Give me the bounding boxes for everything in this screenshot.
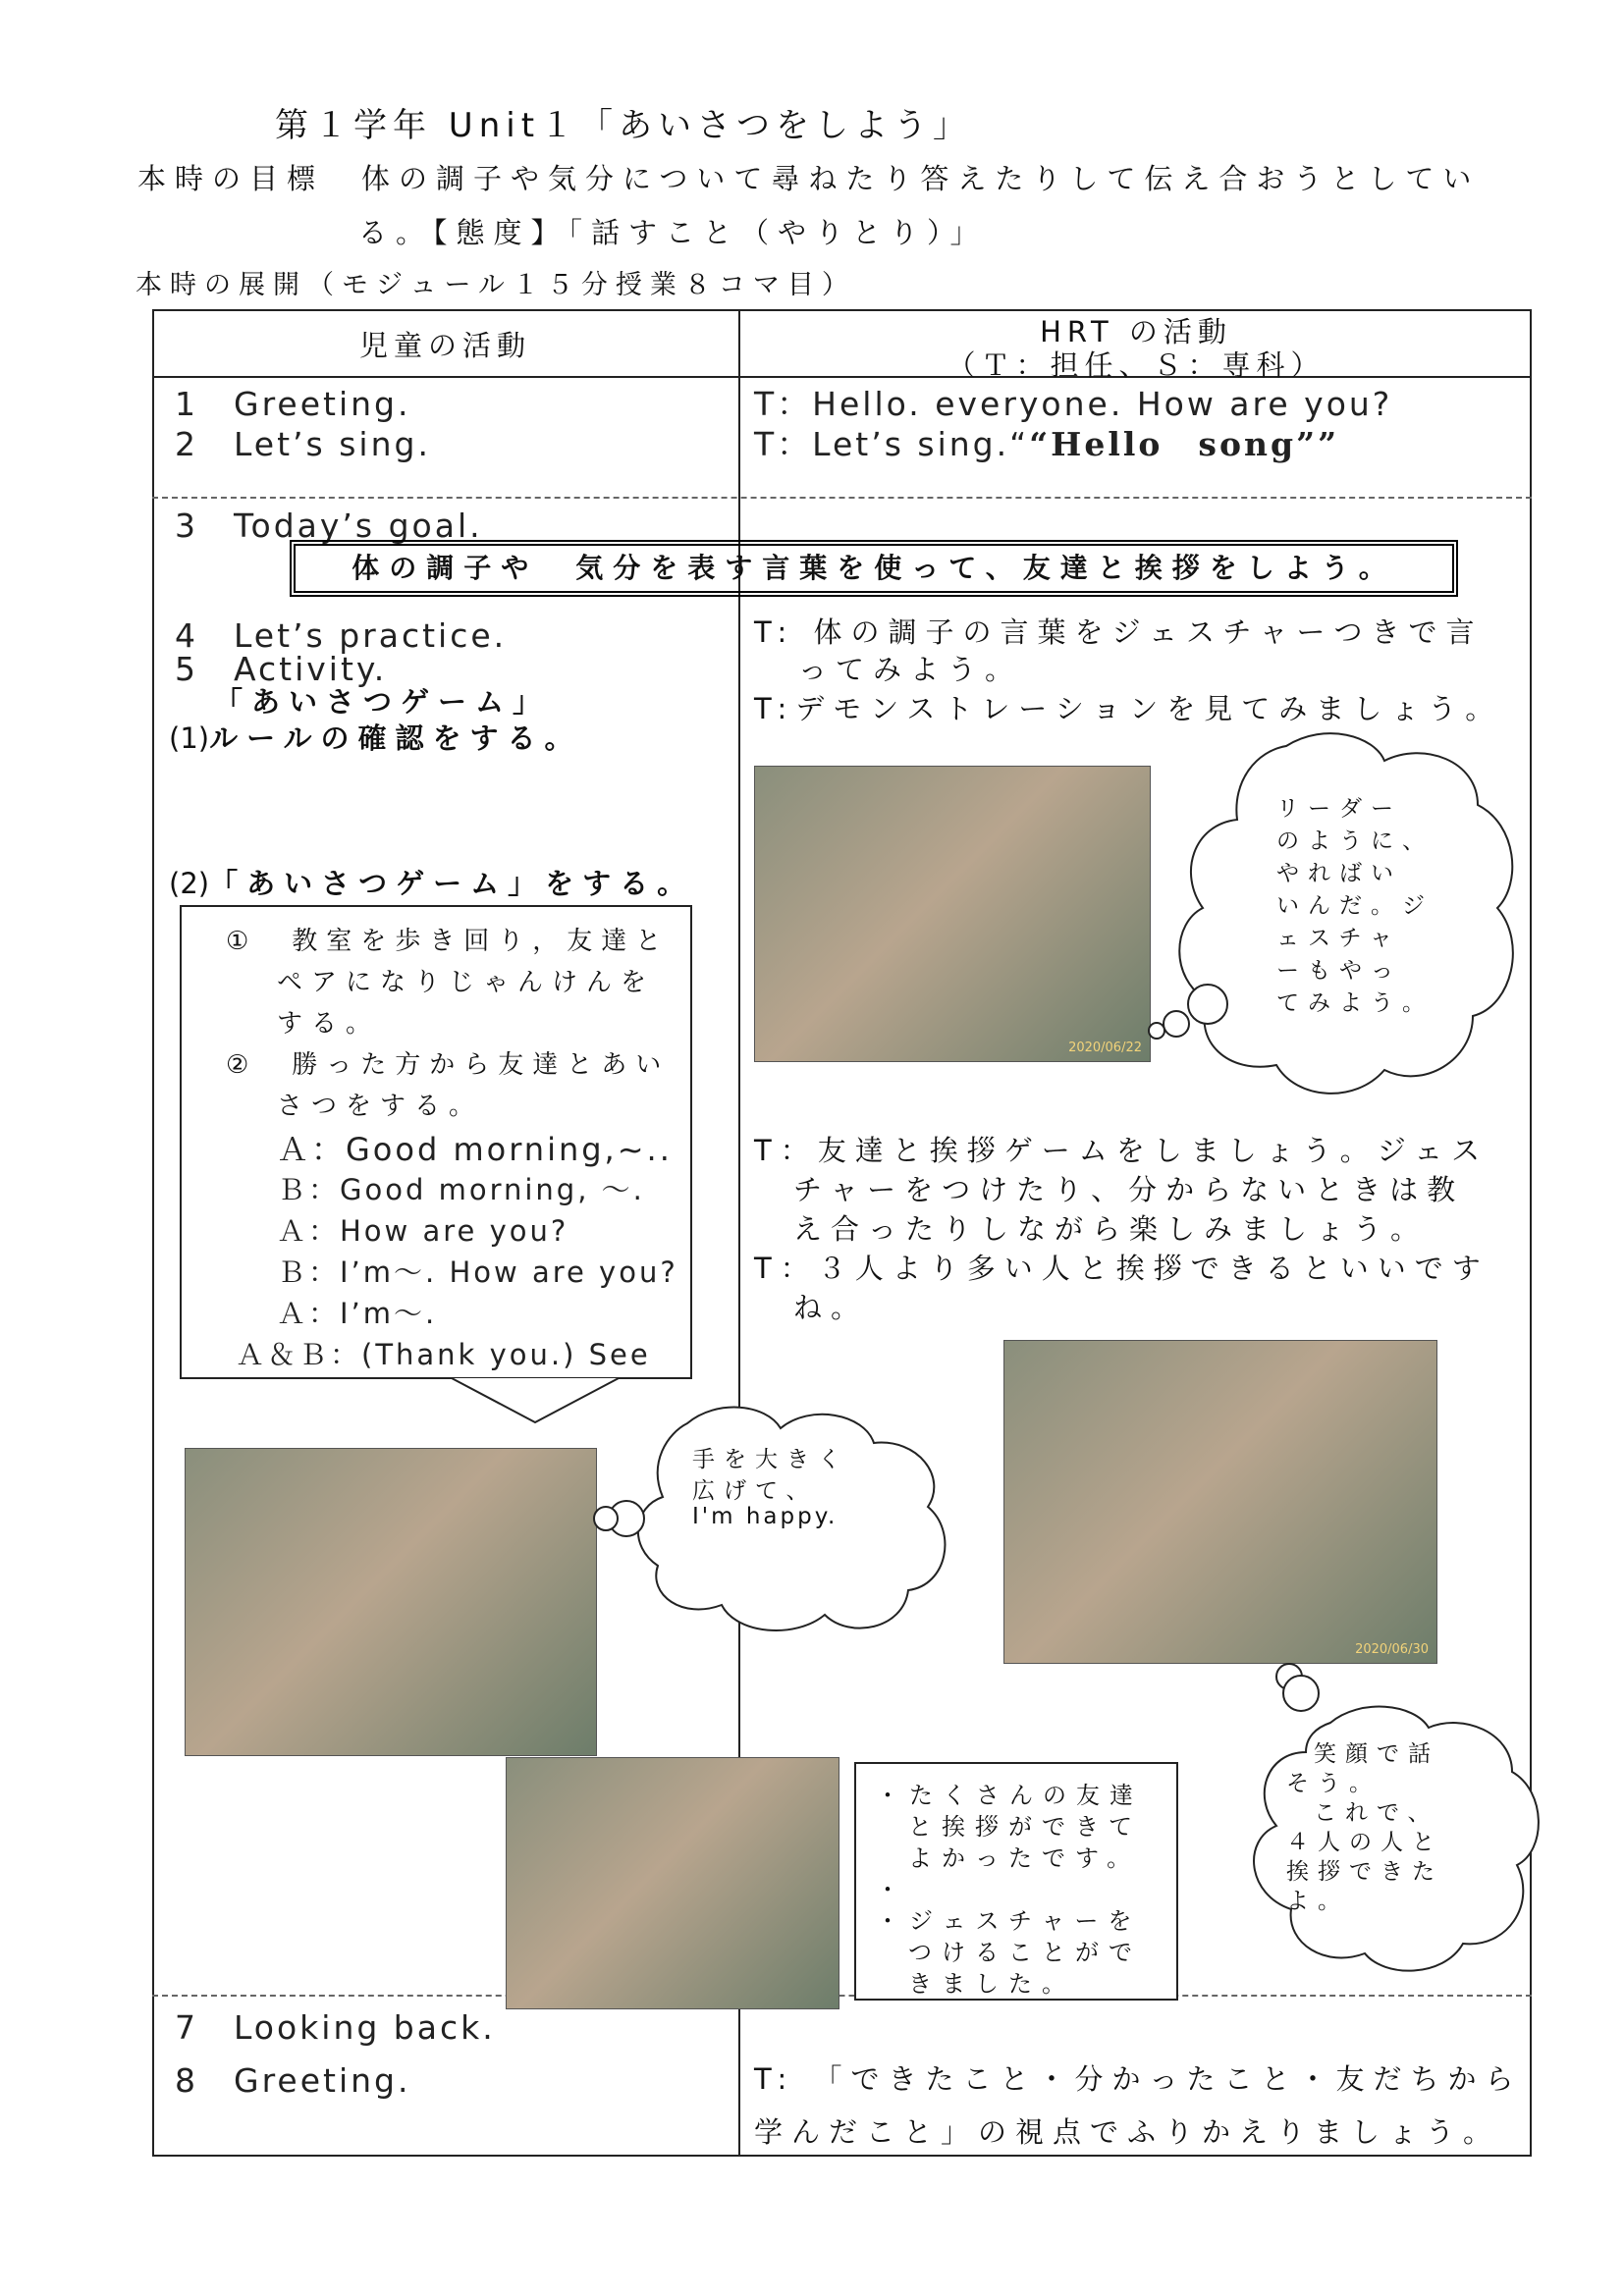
children-greeting-photo: [185, 1448, 597, 1756]
rule-2b: さつをする。: [277, 1092, 484, 1121]
student-feedback-box: [854, 1762, 1178, 2001]
lesson-goal-line1: 本時の目標 体の調子や気分について尋ねたり答えたりして伝え合おうとしてい: [137, 162, 1481, 195]
leader-bubble-line-4: いんだ。ジ: [1276, 893, 1434, 919]
teacher-greeting: T：Hello. everyone. How are you?: [754, 385, 1393, 423]
step2: (2)「あいさつゲーム」をする。: [169, 867, 695, 900]
feedback-line-2: と挨拶ができて: [908, 1813, 1142, 1841]
teacher-more-1: T：３人より多い人と挨拶できるといいです: [754, 1252, 1489, 1285]
step1: (1)ルールの確認をする。: [169, 721, 582, 755]
column-header-children: 児童の活動: [358, 329, 531, 362]
teacher-more-2: ね。: [793, 1291, 869, 1324]
happy-bubble-line-1: 手を大きく: [692, 1447, 849, 1472]
leader-bubble-line-1: リーダー: [1276, 796, 1402, 822]
activity-closing-greeting: 8 Greeting.: [175, 2061, 411, 2100]
leader-bubble-line-2: のように、: [1276, 828, 1434, 854]
activity-todays-goal: 3 Today’s goal.: [175, 507, 483, 545]
demonstration-photo: 2020/06/22: [754, 766, 1151, 1062]
activity-practice: 4 Let’s practice.: [175, 616, 508, 655]
smile-bubble-line-1: 笑顔で話: [1314, 1741, 1439, 1767]
leader-bubble-line-5: ェスチャ: [1276, 926, 1401, 951]
leader-bubble-line-3: やればい: [1276, 861, 1402, 886]
lesson-goal-line2: る。【態度】「話すこと（やりとり）」: [358, 216, 988, 249]
activity-activity: 5 Activity.: [175, 650, 388, 688]
feedback-line-6: つけることがで: [908, 1939, 1142, 1966]
feedback-line-3: よかったです。: [908, 1844, 1141, 1872]
lesson-flow-label: 本時の展開（モジュール１５分授業８コマ目）: [135, 270, 856, 300]
rule-1c: する。: [277, 1009, 381, 1039]
smile-bubble-line-3: これで、: [1314, 1800, 1439, 1826]
dialog-line-2: Ｂ：Good morning, ～.: [277, 1173, 645, 1206]
leader-bubble-line-7: てみよう。: [1276, 990, 1434, 1016]
activity-greeting: 1 Greeting.: [175, 385, 411, 423]
game-rules-box: [180, 905, 692, 1379]
teacher-game-2: チャーをつけたり、分からないときは教: [793, 1173, 1465, 1206]
teacher-reflect-1: T: 「できたこと・分かったこと・友だちから: [754, 2062, 1523, 2096]
gesture-game-photo: 2020/06/30: [1003, 1340, 1437, 1664]
dialog-line-4: Ｂ：I’m～. How are you?: [277, 1255, 678, 1289]
feedback-line-4: ・: [876, 1876, 909, 1903]
teacher-demo: T:デモンストレーションを見てみましょう。: [754, 692, 1503, 725]
teacher-gesture-2: ってみよう。: [798, 653, 1023, 686]
smile-bubble-line-5: 挨拶できた: [1286, 1859, 1443, 1885]
happy-bubble-line-3: I'm happy.: [692, 1504, 839, 1529]
activity-looking-back: 7 Looking back.: [175, 2008, 496, 2047]
game-name: 「あいさつゲーム」: [214, 685, 551, 719]
happy-bubble-line-2: 広げて、: [692, 1478, 818, 1504]
smile-bubble-line-4: ４人の人と: [1286, 1830, 1443, 1855]
teacher-game-1: T：友達と挨拶ゲームをしましょう。ジェス: [754, 1134, 1489, 1167]
activity-sing: 2 Let’s sing.: [175, 425, 431, 463]
rule-2a: ② 勝った方から友達とあい: [226, 1050, 671, 1080]
feedback-line-7: きました。: [908, 1970, 1075, 1998]
dialog-line-6: Ａ＆Ｂ：(Thank you.) See: [236, 1338, 651, 1371]
feedback-line-5: ・ジェスチャーを: [876, 1907, 1142, 1935]
todays-goal-box: 体の調子や 気分を表す言葉を使って、友達と挨拶をしよう。: [290, 540, 1458, 597]
class-reflection-photo: [506, 1757, 839, 2009]
teacher-sing: T：Let’s sing.““Hello song””: [754, 425, 1340, 463]
smile-bubble-line-2: そう。: [1286, 1771, 1380, 1796]
page-title: 第１学年 Unit１「あいさつをしよう」: [275, 106, 973, 145]
column-header-hrt-sub: （Ｔ：担任、Ｓ：専科）: [947, 348, 1326, 382]
leader-bubble-line-6: ーもやっ: [1276, 958, 1402, 984]
rule-1b: ペアになりじゃんけんを: [277, 968, 656, 997]
feedback-line-1: ・たくさんの友達: [876, 1782, 1143, 1809]
dialog-line-5: Ａ：I’m～.: [277, 1297, 438, 1330]
dialog-line-3: Ａ：How are you?: [277, 1214, 569, 1248]
smile-bubble-line-6: よ。: [1286, 1889, 1349, 1914]
teacher-game-3: え合ったりしながら楽しみましょう。: [793, 1212, 1429, 1246]
teacher-reflect-2: 学んだこと」の視点でふりかえりましょう。: [754, 2115, 1501, 2149]
rule-1a: ① 教室を歩き回り，友達と: [226, 927, 671, 956]
column-header-hrt: HRT の活動: [1040, 315, 1232, 348]
dialog-line-1: Ａ：Good morning,~..: [277, 1131, 673, 1168]
row-divider-1: [152, 497, 1532, 499]
row-divider-2: [152, 1995, 1532, 1997]
teacher-gesture-1: T: 体の調子の言葉をジェスチャーつきで言: [754, 615, 1484, 649]
